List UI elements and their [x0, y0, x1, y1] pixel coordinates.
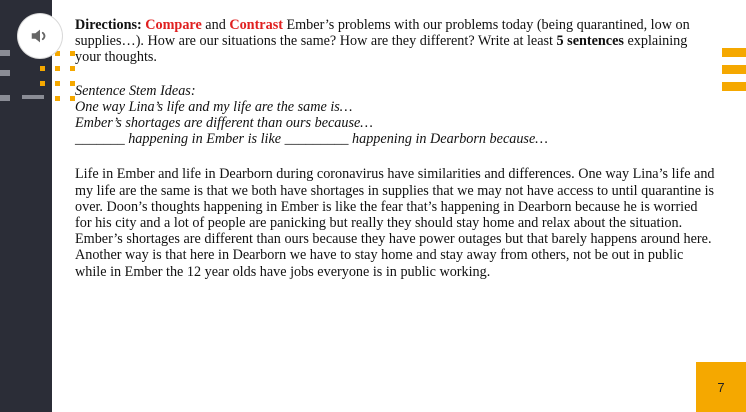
decor-dot: [40, 66, 45, 71]
decor-stripe: [0, 70, 10, 76]
stem-line-2: Ember’s shortages are different than ours because…: [75, 115, 373, 132]
stems-heading: Sentence Stem Ideas:: [75, 82, 196, 99]
decor-dot: [55, 81, 60, 86]
left-decor-band: [0, 0, 52, 412]
decor-stripe: [0, 95, 10, 101]
decor-dot: [55, 66, 60, 71]
audio-button[interactable]: [18, 14, 62, 58]
sentence-count: 5 sentences: [556, 33, 624, 50]
compare-keyword: Compare: [145, 17, 202, 33]
decor-dash: [722, 82, 746, 91]
directions-text-end: explaining your thoughts.: [75, 33, 688, 66]
decor-dot: [55, 96, 60, 101]
contrast-keyword: Contrast: [229, 17, 283, 33]
decor-dash: [722, 48, 746, 57]
directions-paragraph: [75, 17, 715, 66]
student-answer: Life in Ember and life in Dearborn during coronavirus have similarities and differences. One way Lina’s life and my life are the same is that we both have shortages in supplies that we may not have access to until quarantine is over. Doon’s thoughts happening in Ember is like the fear that’s happening in Dearborn because he is worried for his city and a lot of people are panicking but really they should stay home and relax about the situation. Ember’s shortages are different than ours because they have power outages but that barely happens around here. Another way is that here in Dearborn we have to stay home and stay away from others, not be out in public while in Ember the 12 year olds have jobs everyone is in public working.: [75, 166, 715, 280]
directions-and: and: [201, 17, 230, 33]
decor-dot: [40, 81, 45, 86]
stem-line-1: One way Lina’s life and my life are the same is…: [75, 98, 353, 115]
stem-line-3: _______ happening in Ember is like _________ happening in Dearborn because…: [75, 131, 548, 148]
decor-dot: [55, 51, 60, 56]
speaker-icon: [29, 25, 51, 47]
decor-dash: [722, 65, 746, 74]
directions-text: Ember’s problems with our problems today (being quarantined, low on supplies…). How are our situations the same? How are they different? Write at least: [75, 17, 690, 50]
page-number: 7: [717, 379, 725, 395]
slide-content: [75, 17, 715, 280]
decor-stripe: [0, 50, 10, 56]
directions-label: Directions:: [75, 17, 142, 33]
decor-stripe: [22, 95, 44, 99]
page-number-box: [696, 362, 746, 412]
sentence-stems: [75, 83, 715, 148]
